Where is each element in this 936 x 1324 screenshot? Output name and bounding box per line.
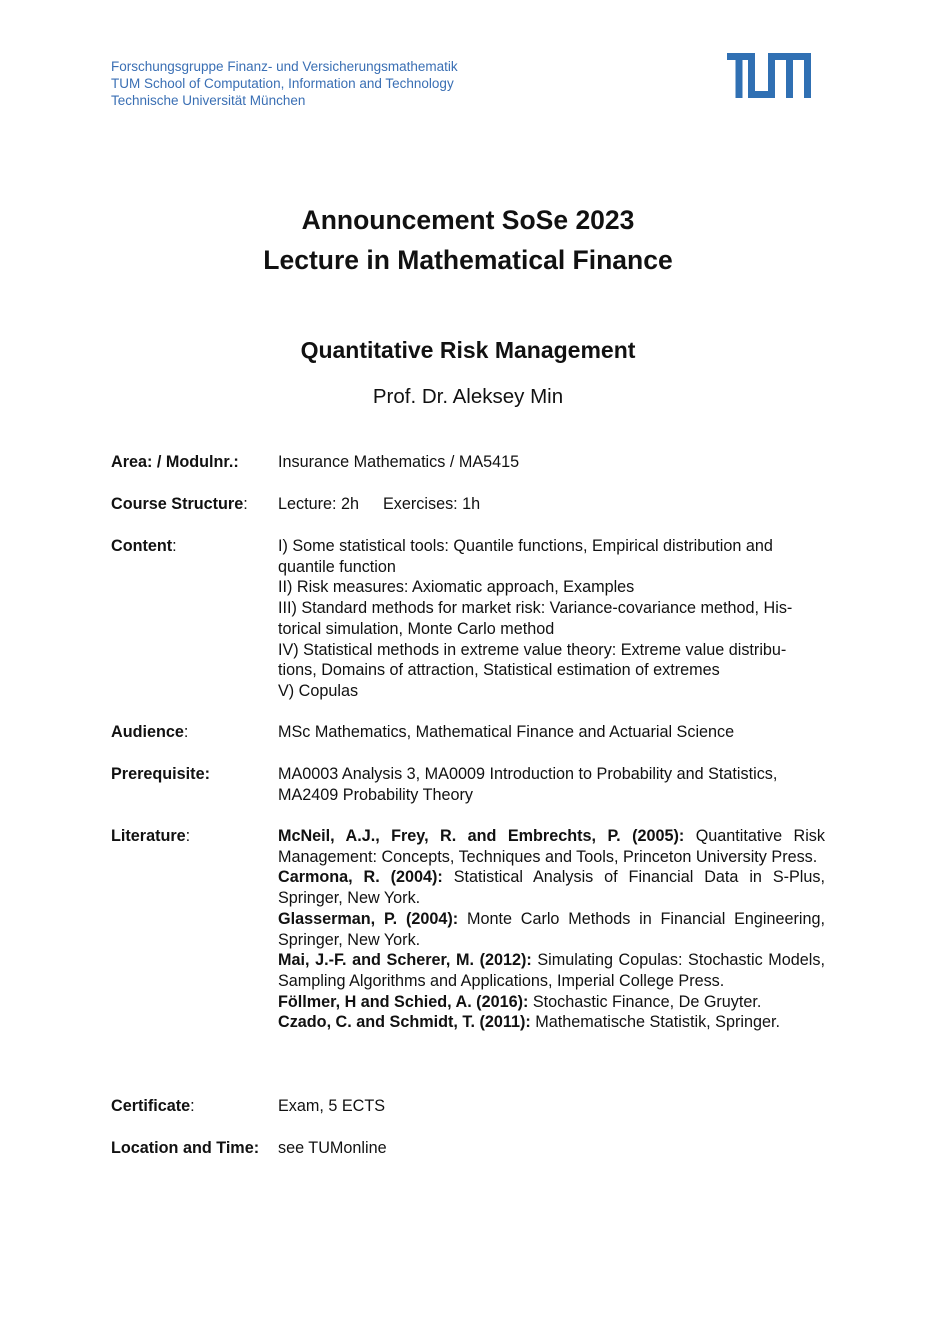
literature-item bbox=[278, 909, 825, 950]
certificate-colon: : bbox=[190, 1097, 195, 1115]
literature-author: McNeil, A.J., Frey, R. and Embrechts, P. (2005): bbox=[278, 827, 685, 845]
content-label: Content bbox=[111, 537, 173, 555]
structure-label: Course Structure bbox=[111, 495, 244, 513]
tum-logo bbox=[727, 53, 811, 98]
institute-line-1: Forschungsgruppe Finanz- und Versicherungsmathematik bbox=[111, 59, 458, 74]
literature-item bbox=[278, 992, 825, 1013]
content-line: quantile function bbox=[278, 557, 396, 576]
course-title: Quantitative Risk Management bbox=[300, 337, 636, 363]
literature-author: Glasserman, P. (2004): bbox=[278, 909, 459, 928]
content-list bbox=[278, 536, 825, 702]
structure-colon: : bbox=[243, 495, 248, 513]
institute-line-3: Technische Universität München bbox=[111, 93, 306, 108]
content-line: IV) Statistical methods in extreme value theory: Extreme value distribu- bbox=[278, 640, 787, 659]
literature-item bbox=[278, 867, 825, 908]
area-label: Area: / Modulnr.: bbox=[111, 453, 239, 471]
content-line: I) Some statistical tools: Quantile functions, Empirical distribution and bbox=[278, 537, 773, 555]
exercise-hours: Exercises: 1h bbox=[383, 495, 481, 513]
literature-author: Mai, J.-F. and Scherer, M. (2012): bbox=[278, 951, 532, 970]
literature-title: Mathematische Statistik, Springer. bbox=[530, 1013, 780, 1032]
literature-item bbox=[278, 950, 825, 991]
literature-author: Czado, C. and Schmidt, T. (2011): bbox=[278, 1013, 531, 1032]
lecture-hours: Lecture: 2h bbox=[278, 495, 359, 513]
literature-colon: : bbox=[185, 827, 191, 845]
literature-list bbox=[278, 826, 825, 1033]
content-line: tions, Domains of attraction, Statistical estimation of extremes bbox=[278, 661, 720, 680]
area-value: Insurance Mathematics / MA5415 bbox=[278, 453, 520, 471]
announcement-title bbox=[0, 200, 936, 280]
audience-colon: : bbox=[183, 723, 189, 741]
literature-item bbox=[278, 826, 825, 867]
prerequisite-value: MA0003 Analysis 3, MA0009 Introduction to Probability and Statistics, MA2409 Probability Theory bbox=[278, 765, 778, 804]
certificate-label: Certificate bbox=[111, 1097, 191, 1115]
literature-title: Quantitative Risk Management: Concepts, Techniques and Tools, Princeton University Press. bbox=[278, 827, 825, 866]
content-colon: : bbox=[172, 537, 177, 555]
literature-author: Föllmer, H and Schied, A. (2016): bbox=[278, 992, 529, 1011]
content-line: V) Copulas bbox=[278, 681, 359, 700]
content-line: III) Standard methods for market risk: Variance-covariance method, His- bbox=[278, 599, 793, 618]
literature-title: Monte Carlo Methods in Financial Engineering, Springer, New York. bbox=[278, 909, 825, 949]
content-line: II) Risk measures: Axiomatic approach, Examples bbox=[278, 578, 635, 597]
institute-line-2: TUM School of Computation, Information and Technology bbox=[111, 76, 454, 91]
literature-title: Stochastic Finance, De Gruyter. bbox=[528, 992, 762, 1011]
institute-header bbox=[111, 58, 458, 109]
title-line-1: Announcement SoSe 2023 bbox=[301, 205, 635, 235]
literature-title: Simulating Copulas: Stochastic Models, Sampling Algorithms and Applications, Imperial College Press. bbox=[278, 951, 825, 990]
prerequisite-label: Prerequisite: bbox=[111, 765, 210, 783]
audience-value: MSc Mathematics, Mathematical Finance and Actuarial Science bbox=[278, 723, 735, 741]
content-line: torical simulation, Monte Carlo method bbox=[278, 619, 555, 638]
certificate-value: Exam, 5 ECTS bbox=[278, 1097, 386, 1115]
location-value: see TUMonline bbox=[278, 1139, 387, 1157]
location-label: Location and Time: bbox=[111, 1139, 260, 1157]
literature-title: Statistical Analysis of Financial Data in S-Plus, Springer, New York. bbox=[278, 868, 825, 908]
literature-author: Carmona, R. (2004): bbox=[278, 868, 443, 887]
title-line-2: Lecture in Mathematical Finance bbox=[263, 245, 673, 275]
audience-label: Audience bbox=[111, 723, 184, 741]
literature-label: Literature bbox=[111, 827, 186, 845]
literature-item bbox=[278, 1012, 825, 1033]
lecturer-name: Prof. Dr. Aleksey Min bbox=[372, 385, 564, 408]
